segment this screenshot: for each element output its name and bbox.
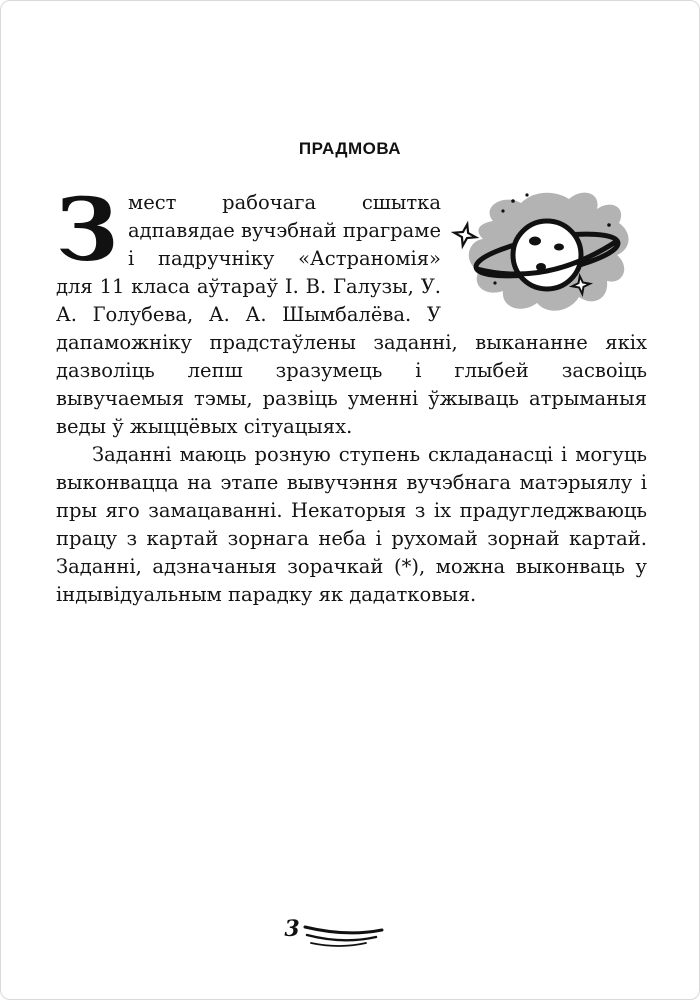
page-footer [1,916,699,949]
planet-body [513,221,581,289]
saturn-planet-icon [451,183,651,321]
paragraph-1-text: мест рабочага сшытка адпавядае вучэбнай праграме і падручніку «Астраномія» для 11 класа аўтараў І. В. Галузы, У. А. Голубева, А. А. Шымбалёва. У дапаможніку прадстаўлены заданні, выкананне якіх дазволіць лепш зразумець і глыбей засвоіць вывучаемыя тэмы, развіць уменні ўжываць атрыманыя веды ў жыццёвых сітуацыях. [56,191,647,438]
star-dot [493,281,496,284]
drop-cap: З [56,180,119,281]
star-dot [607,223,611,227]
page-title: ПРАДМОВА [298,139,402,158]
star-dot [501,209,504,212]
star-dot [511,199,515,203]
comet-tail-icon [302,923,386,949]
star-dot [525,193,528,196]
page-content [1,159,699,609]
comet-page-marker [284,916,385,949]
page-number: 3 [284,916,300,942]
crater [554,244,564,251]
paragraph-1 [56,180,647,441]
planet-illustration [451,183,651,321]
paragraph-2: Заданні маюць розную ступень складанасці і могуць выконвацца на этапе вывучэння вучэбнага матэрыялу і пры яго замацаванні. Некаторыя з іх прадугледжваюць працу з картай зорнага неба і рухомай зорнай картай. Заданні, адзначаныя зорачкай (*), можна выконваць у індывідуальным парадку як дадатковыя. [56,443,647,606]
crater [529,237,541,246]
